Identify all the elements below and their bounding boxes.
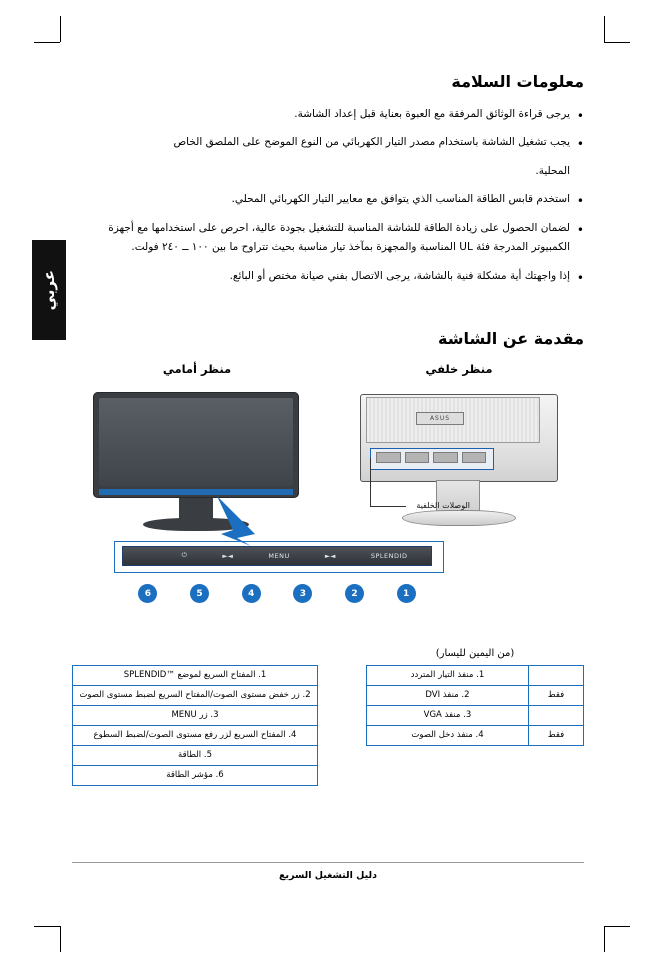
- control-power-button[interactable]: ⏻: [181, 551, 188, 560]
- monitor-back-illustration: [354, 390, 564, 540]
- legend-tables: [72, 648, 584, 786]
- controls-legend-item: 6. مؤشر الطاقة: [73, 765, 318, 785]
- back-view-column: [72, 362, 322, 540]
- table-row: [73, 705, 318, 725]
- callout-number: 3: [293, 584, 312, 603]
- language-side-tab: [32, 240, 66, 340]
- ports-legend-value: فقط: [528, 725, 583, 745]
- table-row: [73, 765, 318, 785]
- crop-mark-bottom-left-h: [34, 926, 60, 927]
- safety-note-continuation: المحلية.: [535, 164, 570, 177]
- controls-legend-spacer: [72, 648, 318, 659]
- front-view-title: منظر أمامي: [162, 361, 232, 376]
- controls-legend-item: 5. الطاقة: [73, 745, 318, 765]
- rear-port: [433, 452, 458, 463]
- ports-legend-label: 4. منفذ دخل الصوت: [367, 725, 529, 745]
- table-row: [73, 725, 318, 745]
- table-row: [73, 745, 318, 765]
- back-view-title: منظر خلفي: [425, 361, 493, 376]
- safety-note: • يرجى قراءة الوثائق المرفقة مع العبوة بعناية قبل إعداد الشاشة.: [72, 105, 584, 124]
- ports-legend-title: (من اليمين لليسار): [435, 647, 515, 659]
- table-row: [367, 685, 584, 705]
- ports-legend-label: 3. منفذ VGA: [367, 705, 529, 725]
- safety-section-title: معلومات السلامة: [451, 72, 584, 91]
- brand-logo: ASUS: [416, 412, 464, 425]
- monitor-back-base: [402, 510, 516, 526]
- control-menu-button[interactable]: MENU: [268, 551, 290, 560]
- crop-mark-top-right: [604, 16, 605, 42]
- table-row: [367, 665, 584, 685]
- rear-port: [462, 452, 487, 463]
- rear-port: [405, 452, 430, 463]
- safety-note: • يجب تشغيل الشاشة باستخدام مصدر التيار الكهربائي من النوع الموضح على الملصق الخاص: [72, 133, 584, 152]
- callout-number: 6: [138, 584, 157, 603]
- control-callout-numbers: [122, 582, 432, 606]
- control-splendid-button[interactable]: SPLENDID: [370, 551, 408, 560]
- controls-legend-item: 3. زر MENU: [73, 705, 318, 725]
- ports-legend-label: 1. منفذ التيار المتردد: [367, 665, 529, 685]
- crop-mark-top-left: [60, 16, 61, 42]
- safety-note: • استخدم قابس الطاقة المناسب الذي يتوافق مع معايير التيار الكهربائي المحلي.: [72, 190, 584, 209]
- page-content: [72, 72, 584, 882]
- callout-leader-vertical: [370, 458, 371, 506]
- ports-legend-block: [366, 648, 584, 786]
- control-bar-section: [72, 546, 584, 624]
- control-volume-down-button[interactable]: ◄►: [324, 551, 336, 560]
- footer-divider: [72, 862, 584, 863]
- crop-mark-bottom-left: [60, 926, 61, 952]
- monitor-screen: [99, 398, 293, 486]
- side-tab-label: عربي: [40, 269, 58, 311]
- controls-legend-table: [72, 665, 318, 786]
- pointer-arrow-icon: [215, 494, 281, 546]
- section-spacer: [72, 295, 584, 329]
- safety-note: • لضمان الحصول على زيادة الطاقة للشاشة المناسبة للتشغيل بجودة عالية، احرص على استخدامها مع أجهزة الكمبيوتر المدرجة فئة UL المناسبة والمجهزة بمآخذ تيار مناسبة بحيث تتراوح ما بين ١٠٠ ــ ٢٤٠ فولت.: [72, 219, 584, 258]
- safety-note: • إذا واجهتك أية مشكلة فنية بالشاشة، يرجى الاتصال بفني صيانة مختص أو البائع.: [72, 267, 584, 286]
- callout-number: 4: [242, 584, 261, 603]
- monitor-control-bar: [122, 546, 432, 566]
- footer-title: دليل التشغيل السريع: [279, 870, 377, 881]
- controls-legend-item: 4. المفتاح السريع لزر رفع مستوى الصوت/لضبط السطوع: [73, 725, 318, 745]
- monitor-front-illustration: [87, 390, 307, 540]
- crop-mark-top-left-h: [34, 42, 60, 43]
- ports-legend-value: [528, 705, 583, 725]
- table-row: [367, 705, 584, 725]
- control-volume-up-button[interactable]: ◄►: [222, 551, 234, 560]
- rear-ports-group: [376, 452, 486, 464]
- monitor-views: [72, 362, 584, 540]
- ports-legend-label: 2. منفذ DVI: [367, 685, 529, 705]
- intro-section-title: مقدمة عن الشاشة: [438, 328, 584, 348]
- crop-mark-bottom-right-h: [604, 926, 630, 927]
- table-row: [73, 665, 318, 685]
- callout-number: 2: [345, 584, 364, 603]
- controls-legend-block: [72, 648, 318, 786]
- controls-legend-item: 2. زر خفض مستوى الصوت/المفتاح السريع لضبط مستوى الصوت: [73, 685, 318, 705]
- rear-ports-callout-label: الوصلات الخلفية: [416, 500, 470, 510]
- safety-notes-list: [72, 105, 584, 286]
- callout-number: 1: [397, 584, 416, 603]
- ports-legend-value: [528, 665, 583, 685]
- crop-mark-top-right-h: [604, 42, 630, 43]
- ports-legend-table: [366, 665, 584, 746]
- table-row: [73, 685, 318, 705]
- rear-port: [376, 452, 401, 463]
- front-view-column: [334, 362, 584, 540]
- monitor-front-neck: [179, 498, 213, 520]
- table-row: [367, 725, 584, 745]
- crop-mark-bottom-right: [604, 926, 605, 952]
- controls-legend-item: 1. المفتاح السريع لموضع ™SPLENDID: [73, 665, 318, 685]
- callout-number: 5: [190, 584, 209, 603]
- ports-legend-value: فقط: [528, 685, 583, 705]
